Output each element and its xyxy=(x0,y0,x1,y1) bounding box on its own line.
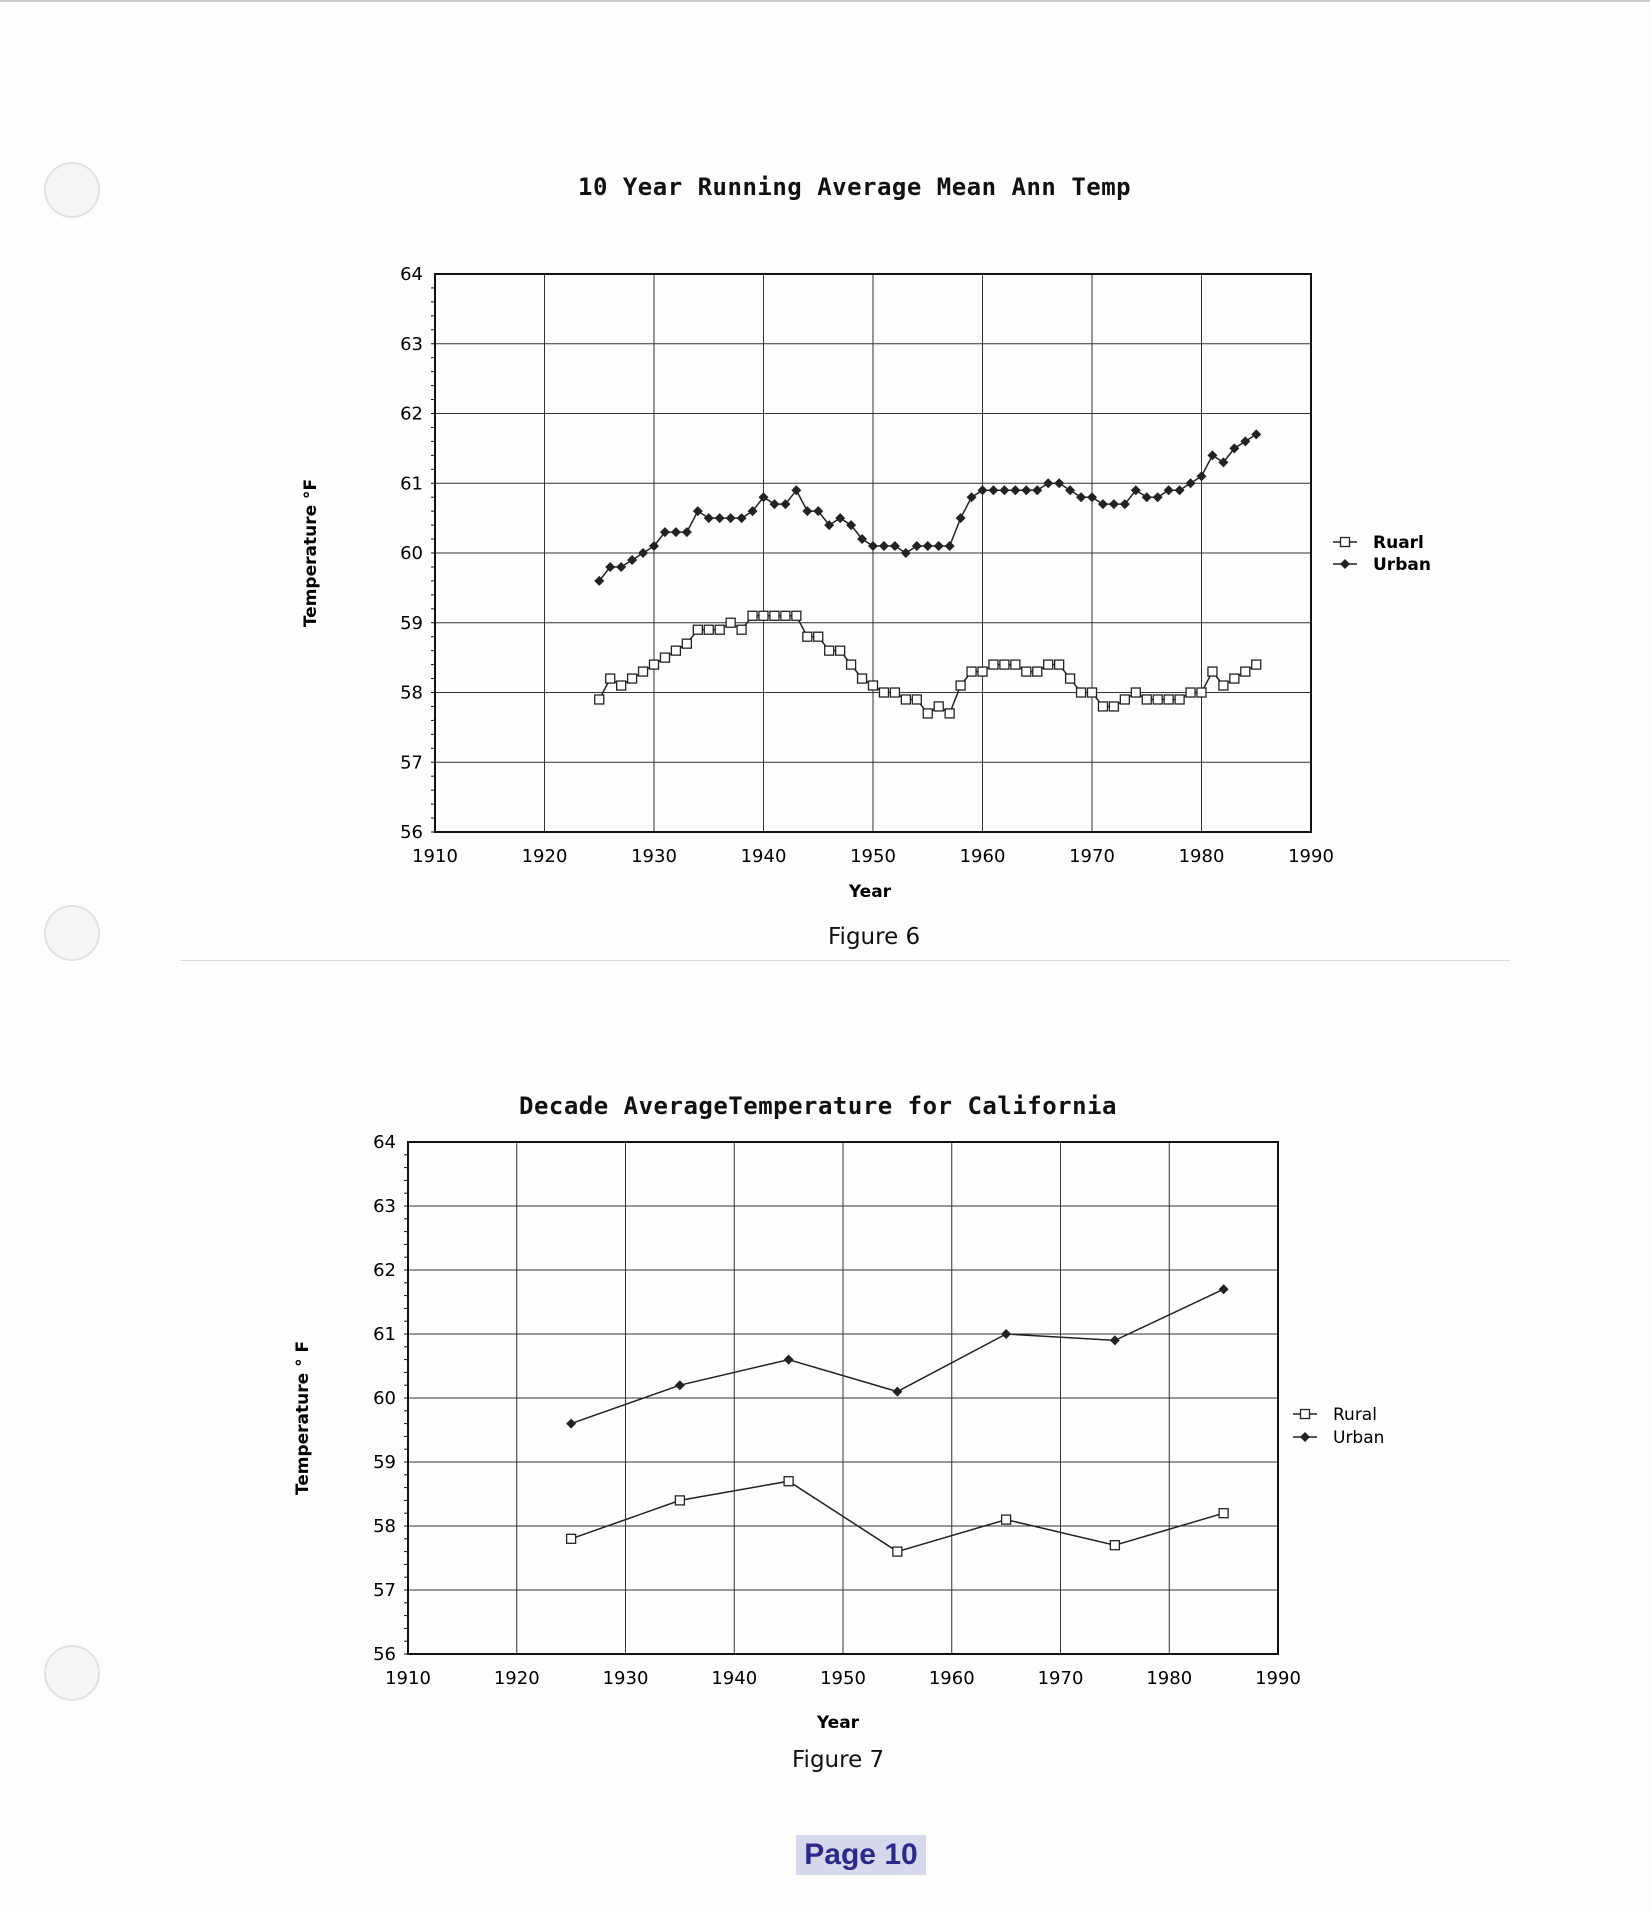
y-tick-label: 56 xyxy=(400,822,423,843)
y-tick-label: 59 xyxy=(373,1452,396,1473)
figure-caption: Figure 7 xyxy=(792,1747,885,1773)
y-tick-label: 61 xyxy=(373,1324,396,1345)
x-tick-label: 1950 xyxy=(820,1668,866,1689)
y-axis-label: Temperature ° F xyxy=(293,1340,313,1496)
x-tick-label: 1930 xyxy=(631,846,677,867)
data-point xyxy=(893,1547,902,1556)
figure-caption: Figure 6 xyxy=(828,924,921,950)
y-tick-label: 60 xyxy=(400,543,423,564)
y-tick-label: 63 xyxy=(373,1196,396,1217)
x-tick-label: 1980 xyxy=(1146,1668,1193,1689)
y-tick-label: 64 xyxy=(400,264,423,285)
x-tick-label: 1980 xyxy=(1178,846,1225,867)
x-tick-label: 1960 xyxy=(959,846,1006,867)
x-tick-label: 1970 xyxy=(1069,846,1115,867)
x-axis-label: Year xyxy=(848,882,892,902)
chart-title: 10 Year Running Average Mean Ann Temp xyxy=(578,173,1132,201)
data-point xyxy=(1001,1329,1011,1339)
data-point xyxy=(675,1380,685,1390)
data-point xyxy=(1110,1335,1120,1345)
data-point xyxy=(1110,1541,1119,1550)
y-axis-label: Temperature °F xyxy=(301,478,321,628)
data-point xyxy=(1219,1509,1228,1518)
x-tick-label: 1990 xyxy=(1255,1668,1301,1689)
y-tick-label: 62 xyxy=(400,403,423,425)
x-tick-label: 1920 xyxy=(521,846,568,867)
x-tick-label: 1970 xyxy=(1037,1668,1084,1689)
data-point xyxy=(784,1477,793,1486)
y-tick-label: 62 xyxy=(373,1260,396,1281)
data-point xyxy=(1219,1284,1229,1294)
y-tick-label: 58 xyxy=(400,682,423,704)
y-tick-label: 63 xyxy=(400,333,423,355)
series-line xyxy=(571,1289,1224,1423)
legend-marker xyxy=(1300,1432,1310,1442)
data-point xyxy=(566,1419,576,1429)
y-tick-label: 57 xyxy=(373,1580,396,1601)
data-point xyxy=(892,1387,902,1397)
y-tick-label: 59 xyxy=(400,612,423,634)
series-line xyxy=(571,1481,1224,1551)
x-tick-label: 1940 xyxy=(711,1668,758,1689)
data-point xyxy=(1002,1515,1011,1524)
data-point xyxy=(784,1355,794,1365)
x-tick-label: 1910 xyxy=(412,846,458,867)
x-tick-label: 1990 xyxy=(1288,846,1334,867)
y-tick-label: 61 xyxy=(400,473,423,495)
y-tick-label: 60 xyxy=(373,1388,396,1409)
y-tick-label: 58 xyxy=(373,1516,396,1537)
y-tick-label: 57 xyxy=(400,752,423,774)
chart-title: Decade AverageTemperature for California xyxy=(519,1092,1117,1120)
x-axis-label: Year xyxy=(816,1713,860,1733)
data-point xyxy=(567,1534,576,1543)
y-tick-label: 64 xyxy=(373,1132,396,1153)
data-point xyxy=(675,1496,684,1505)
legend-label: Urban xyxy=(1373,555,1431,575)
x-tick-label: 1930 xyxy=(602,1668,649,1689)
y-tick-label: 56 xyxy=(373,1644,396,1665)
legend-label: Rural xyxy=(1333,1405,1377,1425)
x-tick-label: 1960 xyxy=(928,1668,975,1689)
legend-label: Urban xyxy=(1333,1428,1385,1448)
x-tick-label: 1920 xyxy=(493,1668,540,1689)
x-tick-label: 1950 xyxy=(850,846,896,867)
legend-label: Ruarl xyxy=(1373,533,1424,553)
x-tick-label: 1940 xyxy=(740,846,787,867)
x-tick-label: 1910 xyxy=(385,1668,431,1689)
legend-marker xyxy=(1301,1410,1310,1419)
page-number: Page 10 xyxy=(796,1835,926,1875)
